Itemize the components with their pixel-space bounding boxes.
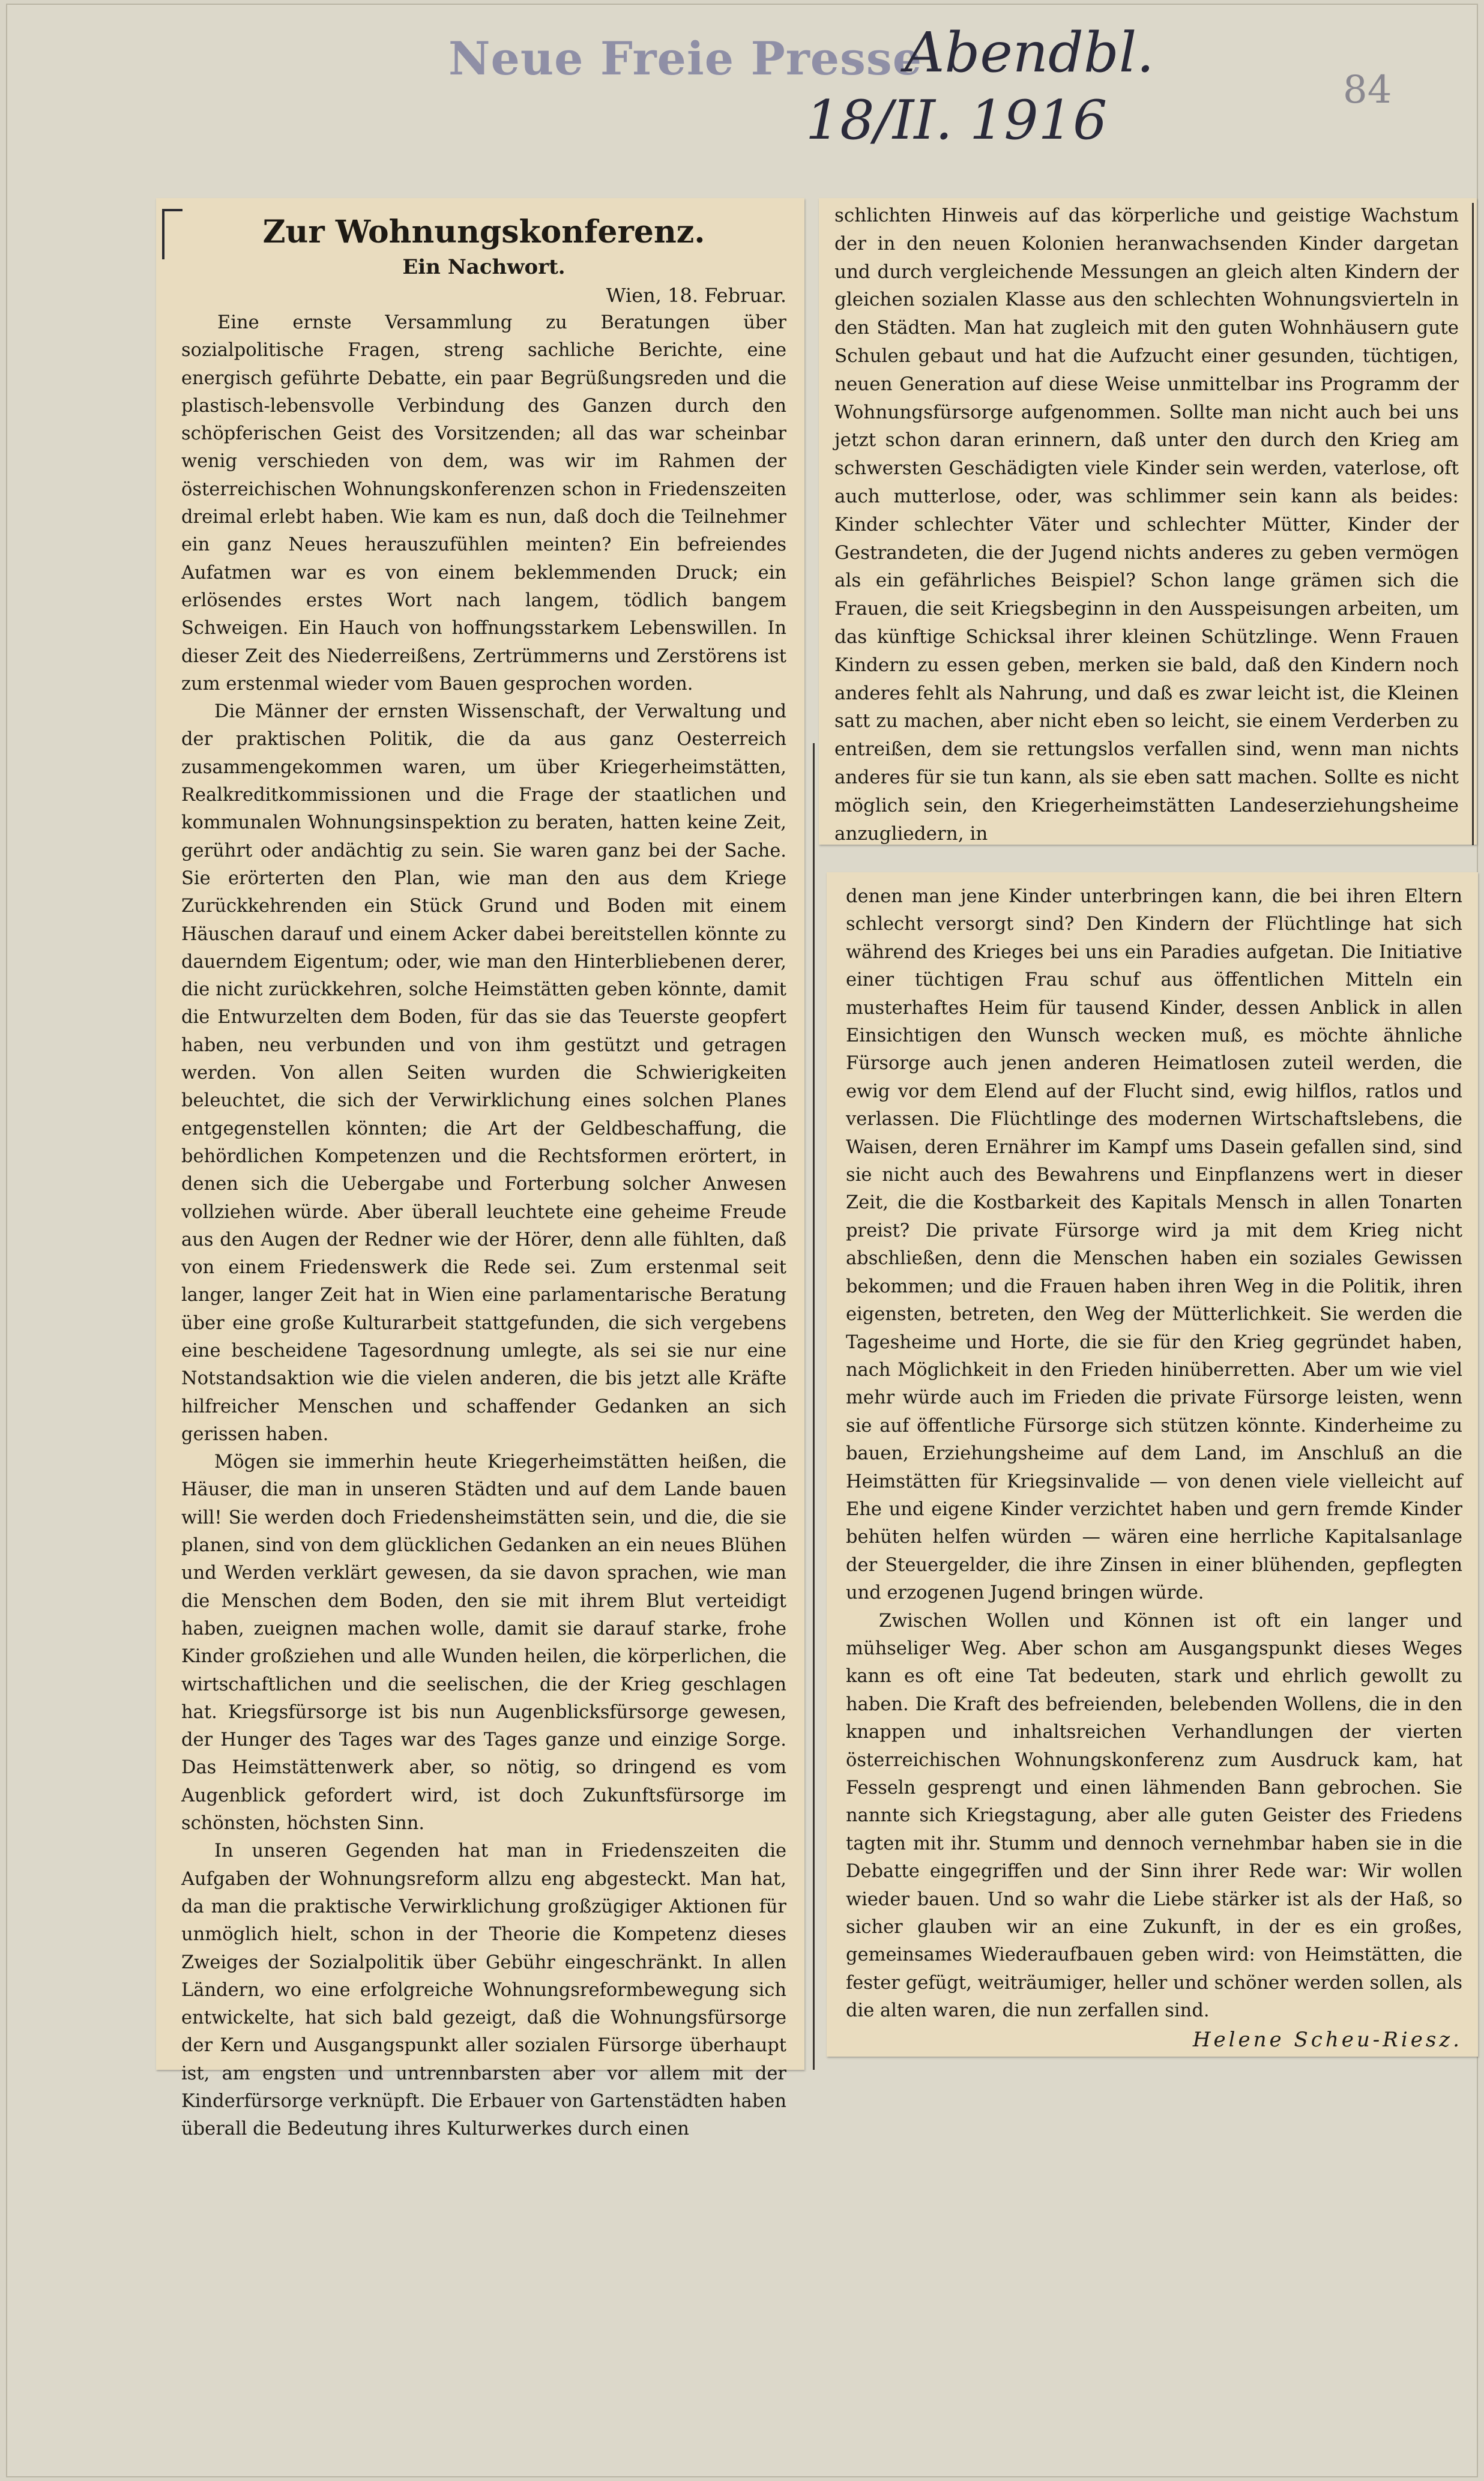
column-rule [813,743,815,2070]
article-dateline: Wien, 18. Februar. [606,284,786,307]
paragraph: schlichten Hinweis auf das körperliche und geistige Wachstum der in den neuen Kolonien heranwachsenden Kinder dargetan und durch vergleichende Messungen an gleich alten Kindern der gleichen sozialen Klasse aus den schlechten Wohnungsvierteln in den Städten. Man hat zugleich mit den guten Wohnhäusern gute Schulen gebaut und hat die Aufzucht einer gesunden, tüchtigen, neuen Generation auf diese Weise unmittelbar ins Programm der Wohnungsfürsorge aufgenommen. Sollte man nicht auch bei uns jetzt schon daran erinnern, daß unter den durch den Krieg am schwersten Geschädigten viele Kinder sein werden, vaterlose, oft auch mutterlose, oder, was schlimmer sein kann als beides: Kinder schlechter Väter und schlechter Mütter, Kinder der Gestrandeten, die der Jugend nichts anderes zu geben vermögen als ein gefährliches Beispiel? Schon lange grämen sich die Frauen, die seit Kriegsbeginn in den Ausspeisungen arbeiten, um das künftige Schicksal ihrer kleinen Schützlinge. Wenn Frauen Kindern zu essen geben, merken sie bald, daß den Kindern noch anderes fehlt als Nahrung, und daß es zwar leicht ist, die Kleinen satt zu machen, aber nicht eben so leicht, sie einem Verderben zu entreißen, dem sie rettungslos verfallen sind, wenn man nichts anderes für sie tun kann, als sie eben satt machen. Sollte es nicht möglich sein, den Kriegerheimstätten Landeserziehungsheime anzugliedern, in [834,205,1459,845]
column-rule [1472,203,1474,845]
clipping-column-1 [156,198,804,2140]
handwritten-date: 18/II. 1916 [806,89,1108,152]
article-subtitle: Ein Nachwort. [402,255,566,279]
archive-sheet [6,4,1478,2477]
clipping-column-3 [827,872,1478,2057]
paragraph: Mögen sie immerhin heute Kriegerheimstätten heißen, die Häuser, die man in unseren Städten und auf dem Lande bauen will! Sie werden doch Friedensheimstätten sein, und die, die sie planen, sind von dem glücklichen Gedanken an ein neues Blühen und Werden verklärt gewesen, da sie davon sprachen, wie man die Menschen dem Boden, den sie mit ihrem Blut verteidigt haben, zueignen machen wolle, damit sie darauf starke, frohe Kinder großziehen und alle Wunden heilen, die körperlichen, die wirtschaftlichen und die seelischen, die der Krieg geschlagen hat. Kriegsfürsorge ist bis nun Augenblicksfürsorge gewesen, der Hunger des Tages war des Tages ganze und einzige Sorge. Das Heimstättenwerk aber, so nötig, so dringend es vom Augenblick gefordert wird, ist doch Zukunftsfürsorge im schönsten, höchsten Sinn. [181,1452,786,1834]
paragraph: Eine ernste Versammlung zu Beratungen über sozialpolitische Fragen, streng sachliche Berichte, eine energisch geführte Debatte, ein paar Begrüßungsreden und die plastisch-lebensvolle Verbindung des Ganzen durch den schöpferischen Geist des Vorsitzenden; all das war scheinbar wenig verschieden von dem, was wir im Rahmen der österreichischen Wohnungskonferenzen schon in Friedenszeiten dreimal erlebt haben. Wie kam es nun, daß doch die Teilnehmer ein ganz Neues herauszufühlen meinten? Ein befreiendes Aufatmen war es von einem beklemmenden Druck; ein erlösendes erstes Wort nach langem, tödlich bangem Schweigen. Ein Hauch von hoffnungsstarkem Lebenswillen. In dieser Zeit des Niederreißens, Zertrümmerns und Zerstörens ist zum erstenmal wieder vom Bauen gesprochen worden. [181,312,786,695]
paragraph: Die Männer der ernsten Wissenschaft, der Verwaltung und der praktischen Politik, die da aus ganz Oesterreich zusammengekommen waren, um über Kriegerheimstätten, Realkreditkommissionen und die Frage der staatlichen und kommunalen Wohnungsinspektion zu beraten, hatten keine Zeit, gerührt oder andächtig zu sein. Sie waren ganz bei der Sache. Sie erörterten den Plan, wie man den aus dem Kriege Zurückkehrenden ein Stück Grund und Boden mit einem Häuschen darauf und einem Acker dabei bereitstellen könnte zu dauerndem Eigentum; oder, wie man den Hinterbliebenen derer, die nicht zurückkehren, solche Heimstätten geben könnte, damit die Entwurzelten dem Boden, für das sie das Teuerste geopfert haben, neu verbunden und von ihm gestützt und getragen werden. Von allen Seiten wurden die Schwierigkeiten beleuchtet, die sich der Verwirklichung eines solchen Planes entgegenstellen könnten; die Art der Geldbeschaffung, die behördlichen Kompetenzen und die Rechtsformen erörtert, in denen sich die Uebergabe und Forterbung solcher Anwesen vollziehen würde. Aber überall leuchtete eine geheime Freude aus den Augen der Redner wie der Hörer, denn alle fühlten, daß von einem Friedenswerk die Rede sei. Zum erstenmal seit langer, langer Zeit hat in Wien eine parlamentarische Beratung über eine große Kulturarbeit stattgefunden, die sich vergebens eine bescheidene Tagesordnung umlegte, als sei sie nur eine Notstandsaktion wie die vielen anderen, die bis jetzt alle Kräfte hilfreicher Menschen und schaffender Gedanken an sich gerissen haben. [181,701,786,1445]
publication-stamp: Neue Freie Presse [448,32,923,85]
paragraph: In unseren Gegenden hat man in Friedenszeiten die Aufgaben der Wohnungsreform allzu eng abgesteckt. Man hat, da man die praktische Verwirklichung großzügiger Aktionen für unmöglich hielt, schon in der Theorie die Kompetenz dieses Zweiges der Sozialpolitik über Gebühr eingeschränkt. In allen Ländern, wo eine erfolgreiche Wohnungsreformbewegung sich entwickelte, hat sich bald gezeigt, daß die Wohnungsfürsorge der Kern und Ausgangspunkt aller sozialen Fürsorge überhaupt ist, am engsten und untrennbarsten aber vor allem mit der Kinderfürsorge verknüpft. Die Erbauer von Gartenstädten haben überall die Bedeutung ihres Kulturwerkes durch einen [181,1840,786,2140]
handwritten-edition: Abendbl. [905,20,1154,85]
bracket-mark [162,209,182,259]
author-signature: Helene Scheu-Riesz. [1192,2027,1462,2052]
paragraph: denen man jene Kinder unterbringen kann, die bei ihren Eltern schlecht versorgt sind? Den Kindern der Flüchtlinge hat sich während des Krieges bei uns ein Paradies aufgetan. Die Initiative einer tüchtigen Frau schuf aus öffentlichen Mitteln ein musterhaftes Heim für tausend Kinder, dessen Anblick in allen Einsichtigen den Wunsch wecken muß, es möchte ähnliche Fürsorge auch jenen anderen Heimatlosen zuteil werden, die ewig vor dem Elend auf der Flucht sind, ewig hilflos, ratlos und verlassen. Die Flüchtlinge des modernen Wirtschaftslebens, die Waisen, deren Ernährer im Kampf ums Dasein gefallen sind, sind sie nicht auch des Bewahrens und Einpflanzens wert in dieser Zeit, die die Kostbarkeit des Kapitals Mensch in allen Tonarten preist? Die private Fürsorge wird ja mit dem Krieg nicht abschließen, denn die Menschen haben ein soziales Gewissen bekommen; und die Frauen haben ihren Weg in die Politik, ihren eigensten, betreten, den Weg der Mütterlichkeit. Sie werden die Tagesheime und Horte, die sie für den Krieg gegründet haben, nach Möglichkeit in den Frieden hinüberretten. Aber um wie viel mehr würde auch im Frieden die private Fürsorge leisten, wenn sie auf öffentliche Fürsorge sich stützen könnte. Kinderheime zu bauen, Erziehungsheime auf dem Land, im Anschluß an die Heimstätten für Kriegsinvalide — von denen viele vielleicht auf Ehe und eigene Kinder verzichtet haben und gern fremde Kinder behüten helfen würden — wären eine herrliche Kapitalsanlage der Steuergelder, die ihre Zinsen in einer blühenden, gepflegten und erzogenen Jugend bringen würde. [846,886,1462,1604]
article-title: Zur Wohnungskonferenz. [262,214,705,250]
handwritten-page-number: 84 [1343,68,1392,112]
paragraph: Zwischen Wollen und Können ist oft ein langer und mühseliger Weg. Aber schon am Ausgangspunkt dieses Weges kann es oft eine Tat bedeuten, stark und ehrlich gewollt zu haben. Die Kraft des befreienden, belebenden Wollens, die in den knappen und inhaltsreichen Verhandlungen der vierten österreichischen Wohnungskonferenz zum Ausdruck kam, hat Fesseln gesprengt und einen lähmenden Bann gebrochen. Sie nannte sich Kriegstagung, aber alle guten Geister des Friedens tagten mit ihr. Stumm und dennoch vernehmbar haben sie in die Debatte eingegriffen und der Sinn ihrer Rede war: Wir wollen wieder bauen. Und so wahr die Liebe stärker ist als der Haß, so sicher glauben wir an eine Zukunft, in der es ein großes, gemeinsames Wiederaufbauen geben wird: von Heimstätten, die fester gefügt, weiträumiger, heller und schöner werden sollen, als die alten waren, die nun zerfallen sind. [846,1610,1462,2022]
clipping-column-2 [819,198,1477,845]
